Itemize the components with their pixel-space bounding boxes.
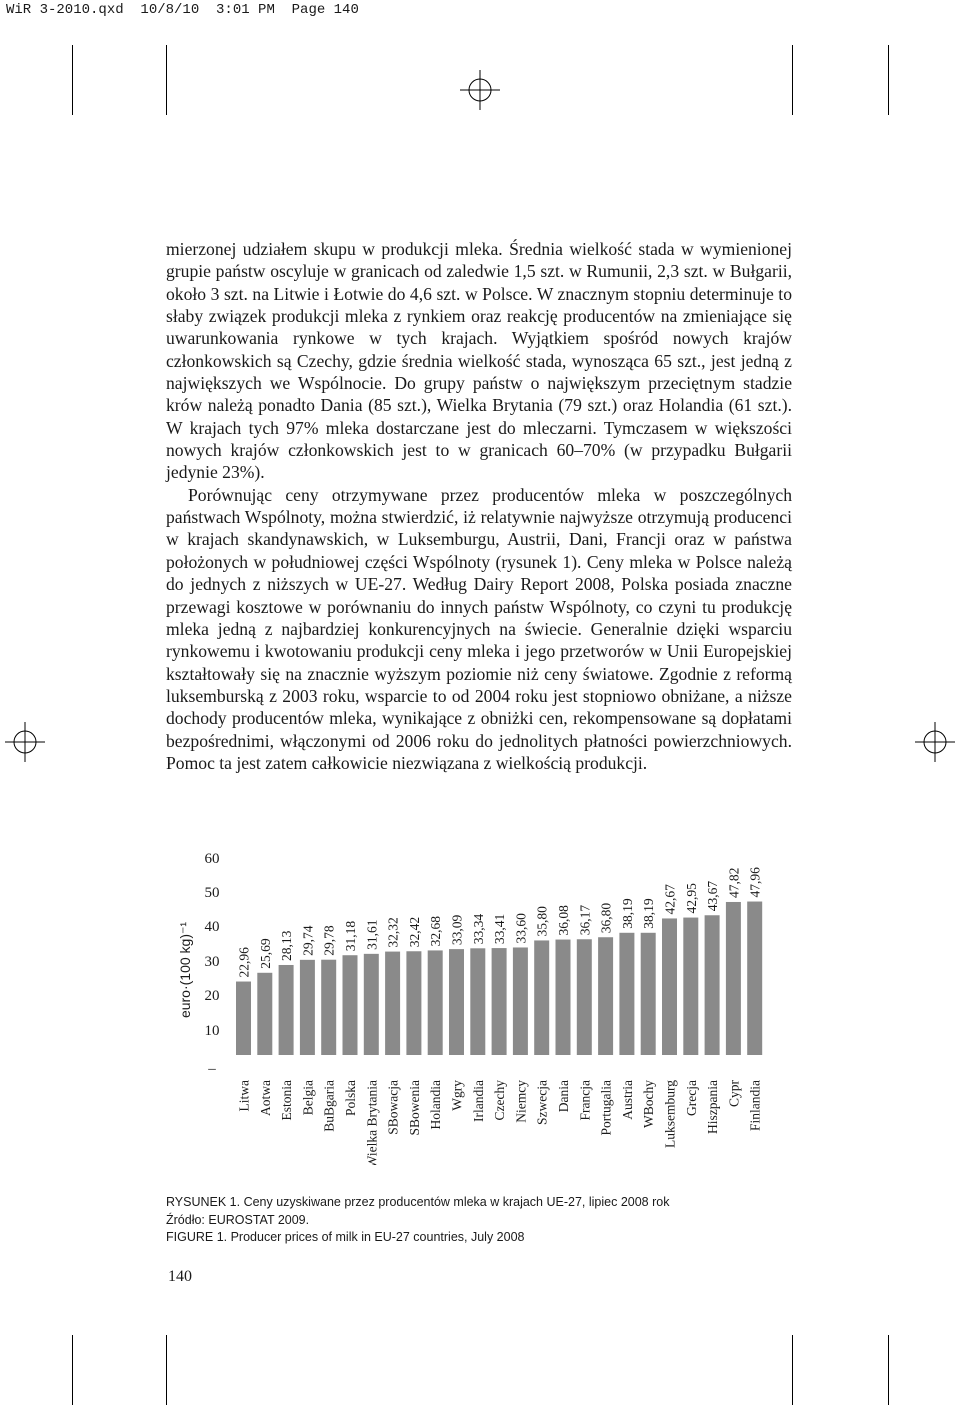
bar-value-label: 29,78 [321, 925, 337, 956]
y-axis-label: euro·(100 kg)⁻¹ [177, 921, 193, 1019]
bar [300, 960, 315, 1055]
category-label: Grecja [683, 1080, 699, 1116]
bar-value-label: 38,19 [641, 898, 657, 929]
category-label: Belgia [300, 1080, 316, 1116]
bar [726, 902, 741, 1055]
bar [449, 949, 464, 1055]
crop-mark [72, 45, 73, 115]
registration-mark-icon [460, 70, 500, 110]
figure-caption-pl: RYSUNEK 1. Ceny uzyskiwane przez producentów mleka w krajach UE-27, lipiec 2008 rok [166, 1195, 670, 1209]
y-tick-label: 20 [204, 988, 220, 1004]
bar-value-label: 32,68 [428, 916, 444, 947]
bar-value-label: 42,95 [683, 883, 699, 914]
bar-value-label: 33,34 [470, 913, 486, 945]
bar-value-label: 36,17 [577, 904, 593, 936]
bar-value-label: 47,82 [726, 867, 742, 898]
category-label: WBochy [641, 1080, 657, 1128]
crop-mark [166, 45, 167, 115]
category-label: Aotwa [257, 1080, 273, 1116]
bar [513, 947, 528, 1055]
category-label: Hiszpania [705, 1080, 721, 1134]
bar-value-label: 22,96 [236, 947, 252, 978]
bar-value-label: 36,08 [556, 905, 571, 936]
registration-mark-icon [915, 722, 955, 762]
category-label: SBowenia [406, 1080, 422, 1136]
bar [598, 937, 613, 1055]
bar [321, 960, 336, 1055]
bar [683, 918, 698, 1055]
crop-mark [792, 45, 793, 115]
category-label: Estonia [279, 1080, 295, 1121]
bar-value-label: 28,13 [279, 930, 295, 961]
bar [641, 933, 656, 1055]
category-label: Litwa [236, 1080, 252, 1112]
bar [619, 933, 634, 1055]
bar [470, 948, 485, 1055]
category-label: Francja [577, 1080, 593, 1121]
crop-mark [888, 1335, 889, 1405]
bar [385, 952, 400, 1055]
bar-value-label: 33,09 [449, 914, 465, 946]
bar [662, 918, 677, 1055]
category-label: BuBgaria [321, 1080, 337, 1132]
bar [428, 950, 443, 1055]
category-label: Czechy [492, 1080, 508, 1121]
bar-value-label: 42,67 [662, 884, 678, 915]
category-label: Cypr [726, 1080, 742, 1107]
category-label: Austria [619, 1080, 635, 1120]
registration-mark-icon [5, 722, 45, 762]
bar [556, 940, 571, 1055]
bar [747, 902, 762, 1055]
crop-mark [72, 1335, 73, 1405]
chart-canvas [160, 845, 800, 1165]
y-tick-label: 30 [204, 954, 220, 970]
bar [343, 955, 358, 1055]
bar-value-label: 32,32 [385, 917, 401, 948]
bar-value-label: 36,80 [598, 902, 614, 934]
crop-mark [792, 1335, 793, 1405]
bar [406, 951, 421, 1055]
category-label: SBowacja [385, 1080, 401, 1135]
bar-value-label: 32,42 [406, 916, 422, 948]
y-tick-label: – [208, 1061, 216, 1077]
figure-source: Źródło: EUROSTAT 2009. [166, 1213, 310, 1227]
y-tick-label: 40 [204, 919, 220, 935]
bar-value-label: 38,19 [619, 898, 635, 929]
bar [279, 965, 294, 1055]
y-tick-label: 60 [204, 851, 220, 867]
category-label: Niemcy [513, 1080, 529, 1123]
category-label: Szwecja [534, 1080, 550, 1125]
category-label: Luksemburg [662, 1080, 678, 1148]
bar [257, 973, 272, 1055]
bar-value-label: 33,60 [513, 913, 529, 944]
bar-value-label: 43,67 [705, 880, 721, 912]
paragraph: Porównując ceny otrzymywane przez producentów mleka w poszczególnych państwach Wspólnoty, można stwierdzić, iż relatywnie najwyższe otrzymują producenci w krajach skandynawskich, w Luksemburgu, Austrii, Dani, Francji oraz w państwa położonych w południowej części Wspólnoty (rysunek 1). Ceny mleka w Polsce należą do jednych z niższych w UE-27. Według Dairy Report 2008, Polska posiada znaczne przewagi kosztowe w porównaniu do innych państw Wspólnoty, co czyni tu produkcję mleka jedną z najbardziej konkurencyjnych na świecie. Generalnie dzięki wsparciu rynkowemu i kwotowaniu produkcji ceny mleka i jego przetworów w Unii Europejskiej kształtowały się na znacznie wyższym poziomie niż ceny światowe. Zgodnie z reformą luksemburską z 2003 roku, wsparcie to od 2004 roku jest stopniowo obniżane, a niższe dochody producentów mleka, wynikające z obniżki cen, rekompensowane są dopłatami bezpośrednimi, włączonymi od 2006 roku do jednolitych płatności powierzchniowych. Pomoc ta jest zatem całkowicie niezwiązana z wielkością produkcji. [166, 484, 792, 773]
category-label: Portugalia [598, 1080, 614, 1136]
bar-value-label: 29,74 [300, 925, 316, 956]
bar-value-label: 47,96 [747, 867, 763, 898]
category-label: Dania [556, 1080, 571, 1113]
crop-mark [888, 45, 889, 115]
body-text [166, 238, 792, 774]
figure-caption-en: FIGURE 1. Producer prices of milk in EU-27 countries, July 2008 [166, 1230, 525, 1244]
category-label: Wgry [449, 1080, 465, 1111]
category-label: Polska [343, 1080, 358, 1117]
category-label: Wielka Brytania [364, 1080, 380, 1165]
bar [492, 948, 507, 1055]
bar-value-label: 25,69 [257, 938, 273, 969]
bar-value-label: 35,80 [534, 906, 550, 937]
bar-value-label: 31,18 [343, 920, 358, 952]
bar [705, 915, 720, 1055]
crop-mark [166, 1335, 167, 1405]
y-tick-label: 50 [204, 885, 220, 901]
category-label: Irlandia [470, 1080, 486, 1122]
bar [534, 940, 549, 1055]
file-slug: WiR 3-2010.qxd 10/8/10 3:01 PM Page 140 [6, 2, 359, 18]
bar-value-label: 33,41 [492, 913, 508, 945]
bar [577, 939, 592, 1055]
category-label: Finlandia [747, 1080, 763, 1131]
page-number: 140 [168, 1268, 192, 1285]
bar [364, 954, 379, 1055]
bar [236, 982, 251, 1055]
paragraph: mierzonej udziałem skupu w produkcji mleka. Średnia wielkość stada w wymienionej grupie państw oscyluje w granicach od zaledwie 1,5 szt. w Rumunii, 2,3 szt. w Bułgarii, około 3 szt. na Litwie i Łotwie do 4,6 szt. w Polsce. W znacznym stopniu determinuje to słaby związek produkcji mleka z rynkiem oraz reakcję producentów na zmieniające się uwarunkowania rynkowe w tych krajach. Wyjątkiem spośród nowych krajów członkowskich są Czechy, gdzie średnia wielkość stada, wynosząca 65 szt., jest jedną z największych we Wspólnocie. Do grupy państw o największym przeciętnym stadzie krów należą ponadto Dania (85 szt.), Wielka Brytania (79 szt.) oraz Holandia (61 szt.). W krajach tych 97% mleka dostarczane jest do mleczarni. Tymczasem w większości nowych krajów członkowskich jest to w granicach 60–70% (w przypadku Bułgarii jedynie 23%). [166, 239, 792, 483]
y-tick-label: 10 [204, 1023, 220, 1039]
milk-price-chart [160, 845, 800, 1165]
bar-value-label: 31,61 [364, 919, 380, 950]
category-label: Holandia [428, 1080, 444, 1130]
